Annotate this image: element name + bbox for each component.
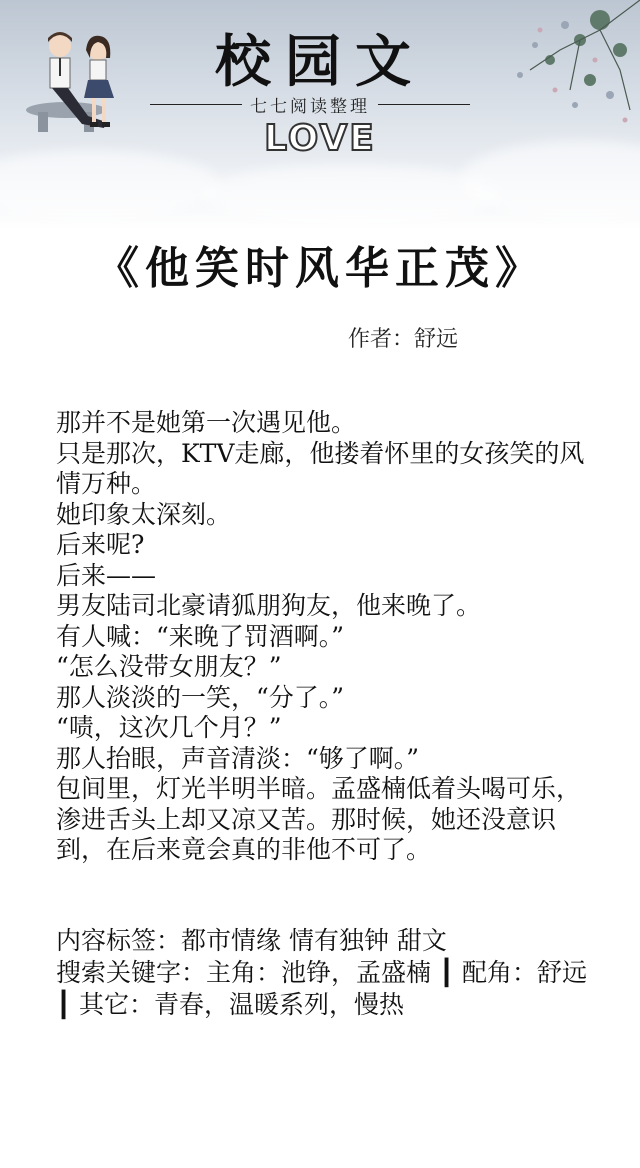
subtitle-row bbox=[150, 92, 470, 116]
paragraph: “怎么没带女朋友？” bbox=[56, 652, 282, 681]
content-tags: 内容标签：都市情缘 情有独钟 甜文 bbox=[56, 926, 447, 955]
paragraph: 她印象太深刻。 bbox=[56, 499, 232, 529]
book-meta bbox=[56, 925, 601, 1021]
subtitle: 七七阅读整理 bbox=[250, 96, 370, 117]
cloud-decoration bbox=[200, 165, 500, 225]
divider bbox=[150, 104, 242, 105]
synopsis bbox=[56, 408, 601, 866]
paragraph: 包间里，灯光半明半暗。孟盛楠低着头喝可乐，渗进舌头上却又凉又苦。那时候，她还没意识到，在后来竟会真的非他不可了。 bbox=[56, 774, 582, 864]
paragraph: 后来呢? bbox=[56, 530, 145, 559]
paragraph: 后来—— bbox=[56, 560, 157, 590]
search-keywords: 搜索关键字：主角：池铮，孟盛楠 ┃ 配角：舒远 ┃ 其它：青春，温暖系列，慢热 bbox=[56, 958, 587, 1019]
book-title: 《他笑时风华正茂》 bbox=[95, 243, 545, 294]
paragraph: 那并不是她第一次遇见他。 bbox=[56, 408, 357, 437]
page-title: 校园文 bbox=[215, 29, 425, 95]
cloud-decoration bbox=[0, 150, 220, 220]
paragraph: 有人喊：“来晚了罚酒啊。” bbox=[56, 621, 345, 651]
divider bbox=[378, 104, 470, 105]
paragraph: 那人淡淡的一笑，“分了。” bbox=[56, 682, 345, 712]
paragraph: 男友陆司北豪请狐朋狗友，他来晚了。 bbox=[56, 591, 482, 620]
paragraph: “啧，这次几个月？” bbox=[56, 713, 282, 742]
book-author: 作者：舒远 bbox=[348, 327, 459, 352]
header-banner bbox=[0, 0, 640, 230]
paragraph: 只是那次，KTV走廊，他搂着怀里的女孩笑的风情万种。 bbox=[56, 438, 585, 498]
love-text: LOVE bbox=[264, 118, 376, 159]
paragraph: 那人抬眼，声音清淡：“够了啊。” bbox=[56, 743, 420, 773]
